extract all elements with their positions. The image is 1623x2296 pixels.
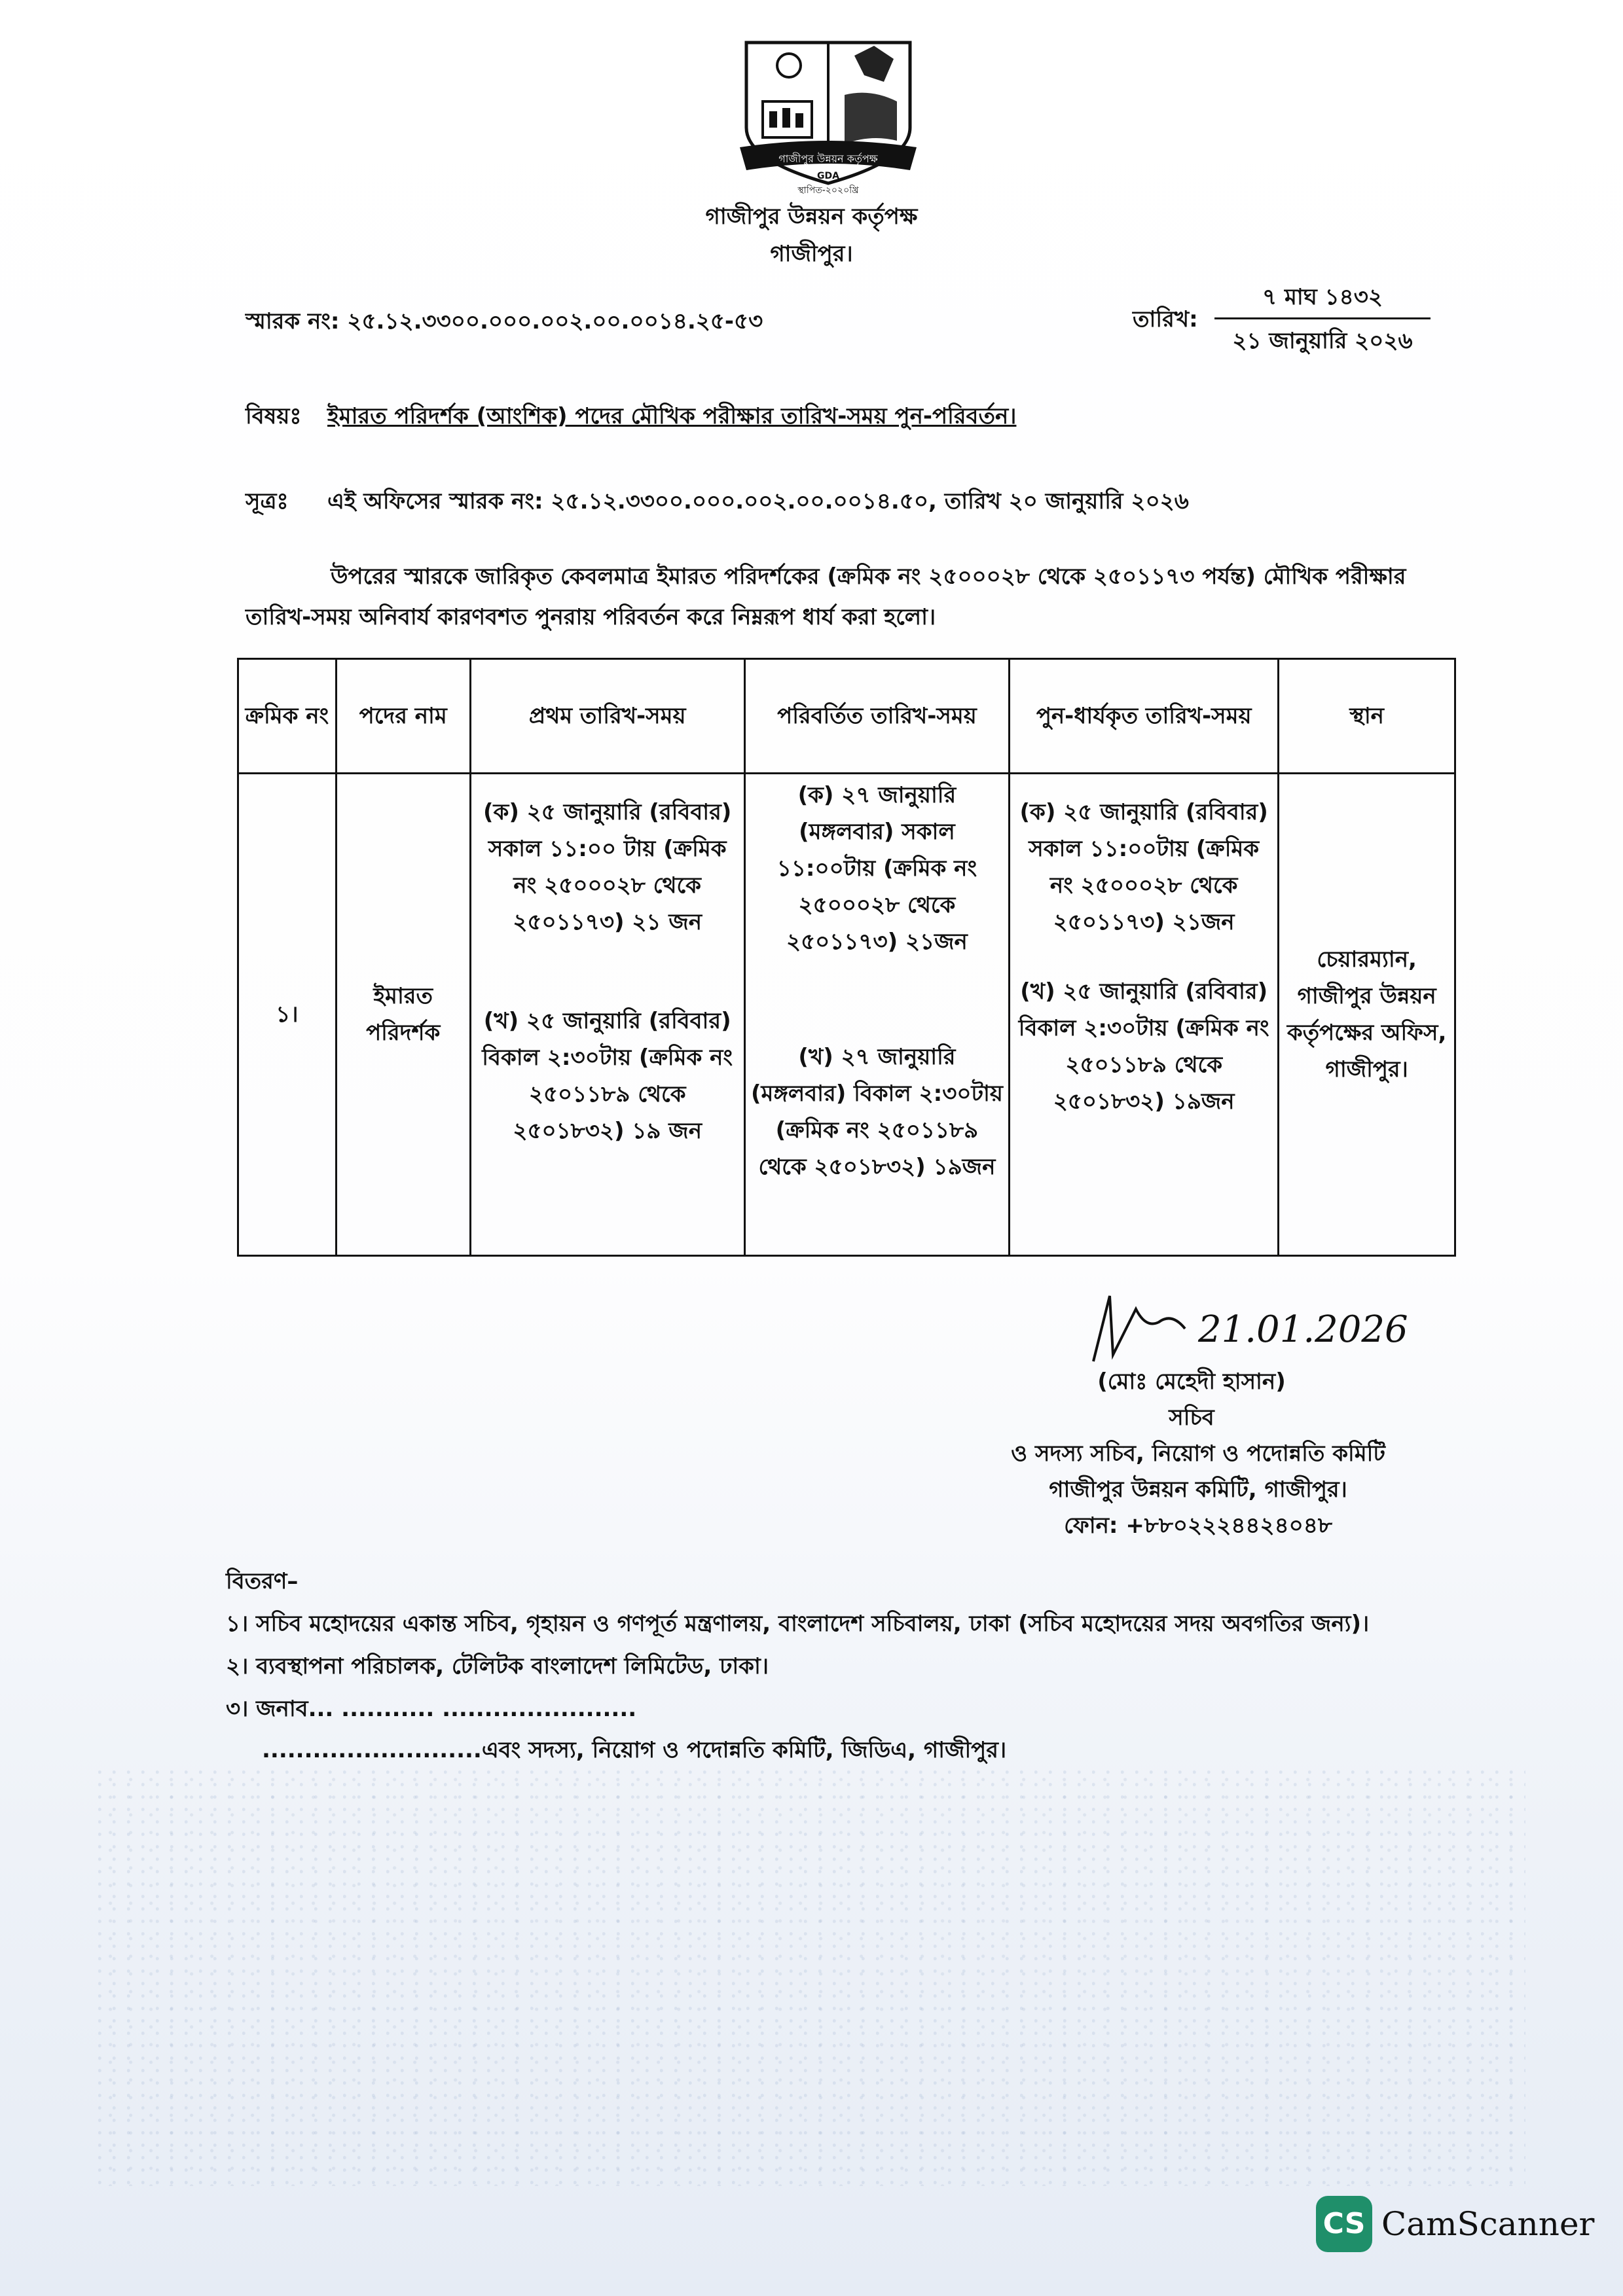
- signatory-committee: ও সদস্য সচিব, নিয়োগ ও পদোন্নতি কমিটি: [1011, 1441, 1385, 1467]
- refixed-slot-a: (ক) ২৫ জানুয়ারি (রবিবার) সকাল ১১:০০টায় (ক্রমিক নং ২৫০০০২৮ থেকে ২৫০১১৭৩) ২১জন: [1019, 799, 1268, 935]
- cell-changed-datetime: [744, 774, 1009, 1256]
- signatory-name: (মোঃ মেহেদী হাসান): [1097, 1369, 1286, 1395]
- cell-post: ইমারত পরিদর্শক: [336, 774, 470, 1256]
- header-post: পদের নাম: [336, 659, 470, 774]
- distribution-item-3-continued: ..........................এবং সদস্য, নিয়োগ ও পদোন্নতি কমিটি, জিডিএ, গাজীপুর।: [262, 1737, 1007, 1763]
- cell-first-datetime: [470, 774, 744, 1256]
- gda-emblem-icon: [733, 29, 923, 196]
- distribution-item-2: ২। ব্যবস্থাপনা পরিচালক, টেলিটক বাংলাদেশ লিমিটেড, ঢাকা।: [226, 1653, 769, 1679]
- first-slot-b: (খ) ২৫ জানুয়ারি (রবিবার) বিকাল ২:৩০টায় (ক্রমিক নং ২৫০১১৮৯ থেকে ২৫০১৮৩২) ১৯ জন: [482, 1008, 733, 1144]
- distribution-item-3: ৩। জনাব... ........... .......................: [226, 1696, 637, 1722]
- cell-venue: চেয়ারম্যান, গাজীপুর উন্নয়ন কর্তৃপক্ষের অফিস, গাজীপুর।: [1279, 774, 1455, 1256]
- signature-date: 21.01.2026: [1198, 1308, 1408, 1351]
- schedule-table: [237, 658, 1456, 1257]
- table-header-row: [238, 659, 1455, 774]
- org-city: গাজীপুর।: [770, 241, 853, 267]
- changed-slot-a: (ক) ২৭ জানুয়ারি (মঙ্গলবার) সকাল ১১:০০টায় (ক্রমিক নং ২৫০০০২৮ থেকে ২৫০১১৭৩) ২১জন: [776, 782, 977, 955]
- date-label: তারিখ:: [1133, 306, 1198, 332]
- camscanner-watermark: [1316, 2196, 1604, 2255]
- logo-abbr: GDA: [817, 171, 839, 181]
- cell-serial: ১।: [238, 774, 337, 1256]
- reference-text: এই অফিসের স্মারক নং: ২৫.১২.৩৩০০.০০০.০০২.০০.০০১৪.৫০, তারিখ ২০ জানুয়ারি ২০২৬: [327, 488, 1189, 514]
- body-paragraph: উপরের স্মারকে জারিকৃত কেবলমাত্র ইমারত পরিদর্শকের (ক্রমিক নং ২৫০০০২৮ থেকে ২৫০১১৭৩ পর্যন্ত) মৌখিক পরীক্ষার তারিখ-সময় অনিবার্য কারণবশত পুনরায় পরিবর্তন করে নিম্নরূপ ধার্য করা হলো।: [246, 564, 1406, 630]
- first-slot-a: (ক) ২৫ জানুয়ারি (রবিবার) সকাল ১১:০০ টায় (ক্রমিক নং ২৫০০০২৮ থেকে ২৫০১১৭৩) ২১ জন: [483, 799, 732, 935]
- subject-label: বিষয়ঃ: [246, 403, 302, 429]
- distribution-label: বিতরণ–: [226, 1568, 299, 1594]
- reference-label: সূত্রঃ: [246, 488, 289, 514]
- signatory-phone: ফোন: +৮৮০২২২৪৪২৪০৪৮: [1064, 1513, 1332, 1539]
- header-changed-datetime: পরিবর্তিত তারিখ-সময়: [744, 659, 1009, 774]
- camscanner-icon: CS: [1316, 2196, 1372, 2252]
- camscanner-text: CamScanner: [1381, 2205, 1595, 2243]
- gda-logo: [733, 29, 923, 196]
- memo-number: স্মারক নং: ২৫.১২.৩৩০০.০০০.০০২.০০.০০১৪.২৫-৫৩: [246, 308, 763, 334]
- logo-ribbon-text: গাজীপুর উন্নয়ন কর্তৃপক্ষ: [778, 152, 878, 165]
- header-serial: ক্রমিক নং: [238, 659, 337, 774]
- subject-text: ইমারত পরিদর্শক (আংশিক) পদের মৌখিক পরীক্ষার তারিখ-সময় পুন-পরিবর্তন।: [327, 403, 1017, 429]
- distribution-item-1: ১। সচিব মহোদয়ের একান্ত সচিব, গৃহায়ন ও গণপূর্ত মন্ত্রণালয়, বাংলাদেশ সচিবালয়, ঢাকা (সচিব মহোদয়ের সদয় অবগতির জন্য)।: [226, 1611, 1370, 1637]
- date-bangla: ৭ মাঘ ১৪৩২: [1262, 284, 1383, 310]
- changed-slot-b: (খ) ২৭ জানুয়ারি (মঙ্গলবার) বিকাল ২:৩০টায় (ক্রমিক নং ২৫০১১৮৯ থেকে ২৫০১৮৩২) ১৯জন: [750, 1044, 1003, 1180]
- signature-scrawl: [1074, 1283, 1493, 1374]
- header-refixed-datetime: পুন-ধার্যকৃত তারিখ-সময়: [1010, 659, 1279, 774]
- date-english: ২১ জানুয়ারি ২০২৬: [1232, 328, 1413, 354]
- cell-refixed-datetime: [1010, 774, 1279, 1256]
- org-name: গাজীপুর উন্নয়ন কর্তৃপক্ষ: [705, 204, 918, 230]
- table-row: [238, 774, 1455, 1256]
- logo-year: স্থাপিত-২০২০খ্রি: [797, 185, 859, 196]
- header-venue: স্থান: [1279, 659, 1455, 774]
- date-divider: [1214, 317, 1431, 319]
- scan-texture: [98, 1767, 1525, 2186]
- signatory-org: গাজীপুর উন্নয়ন কমিটি, গাজীপুর।: [1049, 1477, 1347, 1503]
- header-first-datetime: প্রথম তারিখ-সময়: [470, 659, 744, 774]
- signatory-title: সচিব: [1169, 1405, 1214, 1431]
- refixed-slot-b: (খ) ২৫ জানুয়ারি (রবিবার) বিকাল ২:৩০টায় (ক্রমিক নং ২৫০১১৮৯ থেকে ২৫০১৮৩২) ১৯জন: [1018, 978, 1269, 1115]
